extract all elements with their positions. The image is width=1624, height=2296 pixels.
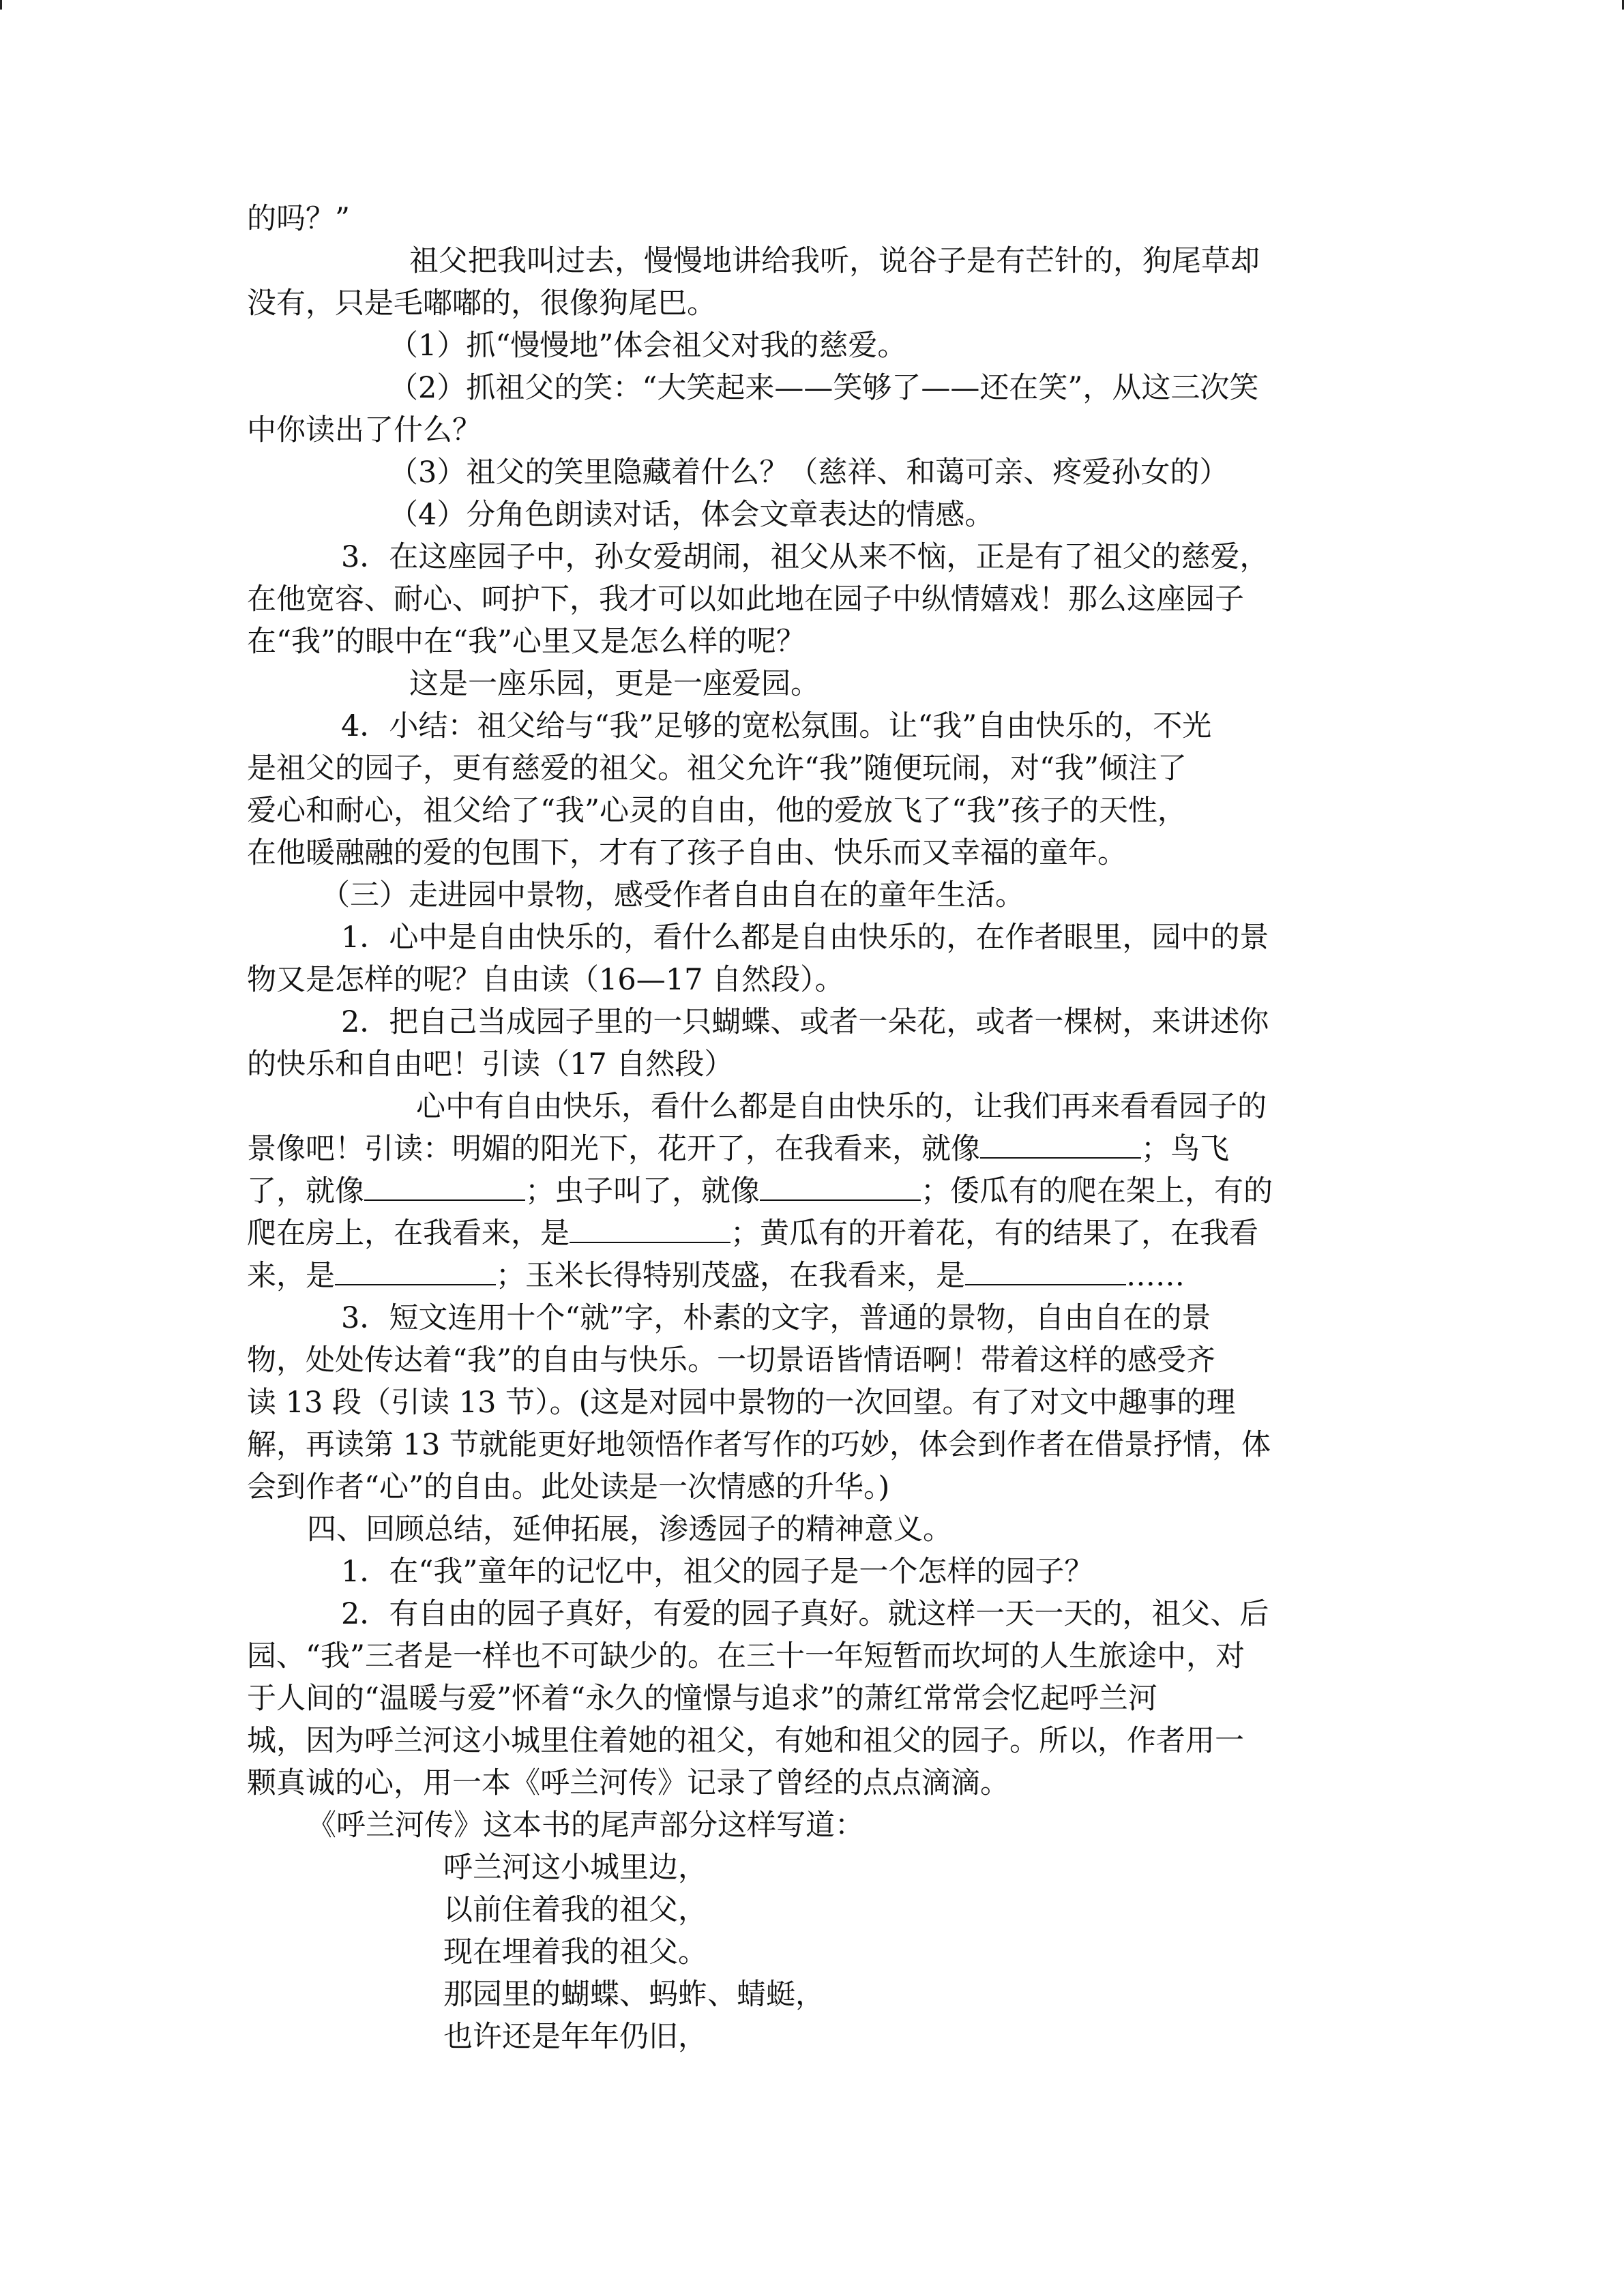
- text-line: 的快乐和自由吧！引读（17 自然段）: [247, 1047, 734, 1082]
- text-line: 的吗？”: [247, 202, 350, 236]
- poem-line: 以前住着我的祖父，: [443, 1893, 707, 1927]
- fill-text: 来，是: [247, 1259, 335, 1293]
- crop-mark-top-left: [0, 0, 2, 10]
- fill-text: 景像吧！引读：明媚的阳光下，花开了，在我看来，就像: [247, 1132, 980, 1166]
- text-line: 3．在这座园子中，孙女爱胡闹，祖父从来不恼，正是有了祖父的慈爱，: [341, 540, 1269, 574]
- fill-in-line: [247, 1170, 1273, 1212]
- poem-line: 也许还是年年仍旧，: [443, 2020, 707, 2054]
- fill-text: ；虫子叫了，就像: [525, 1174, 760, 1208]
- text-line: 会到作者“心”的自由。此处读是一次情感的升华。): [247, 1470, 890, 1504]
- fill-text: ；鸟飞: [1141, 1132, 1229, 1166]
- text-line: 4．小结：祖父给与“我”足够的宽松氛围。让“我”自由快乐的，不光: [341, 709, 1212, 743]
- poem-line: 呼兰河这小城里边，: [443, 1851, 707, 1885]
- text-line: 没有，只是毛嘟嘟的，很像狗尾巴。: [247, 286, 716, 320]
- text-line: 这是一座乐园，更是一座爱园。: [409, 667, 820, 701]
- text-line: 中你读出了什么？: [247, 413, 482, 447]
- text-line: 2．有自由的园子真好，有爱的园子真好。就这样一天一天的，祖父、后: [341, 1597, 1269, 1631]
- poem-line: 那园里的蝴蝶、蚂蚱、蜻蜓，: [443, 1978, 825, 2012]
- text-line: 城，因为呼兰河这小城里住着她的祖父，有她和祖父的园子。所以，作者用一: [247, 1724, 1244, 1758]
- section-heading: （三）走进园中景物，感受作者自由自在的童年生活。: [321, 878, 1024, 912]
- fill-text: 了，就像: [247, 1174, 364, 1208]
- text-line: 爱心和耐心，祖父给了“我”心灵的自由，他的爱放飞了“我”孩子的天性，: [247, 794, 1187, 828]
- answer-blank: [980, 1131, 1141, 1159]
- fill-text: ；倭瓜有的爬在架上，有的: [921, 1174, 1273, 1208]
- fill-text: ；黄瓜有的开着花，有的结果了，在我看: [730, 1217, 1258, 1251]
- fill-in-line: [247, 1255, 1185, 1297]
- text-line: 在“我”的眼中在“我”心里又是怎么样的呢？: [247, 625, 806, 659]
- fill-in-line: [247, 1212, 1258, 1255]
- text-line: 物又是怎样的呢？自由读（16—17 自然段）。: [247, 963, 844, 997]
- text-line: （3）祖父的笑里隐藏着什么？（慈祥、和蔼可亲、疼爱孙女的）: [389, 456, 1229, 490]
- text-line: 解，再读第 13 节就能更好地领悟作者写作的巧妙，体会到作者在借景抒情，体: [247, 1428, 1271, 1462]
- text-line: 在他暖融融的爱的包围下，才有了孩子自由、快乐而又幸福的童年。: [247, 836, 1127, 870]
- text-line: 2．把自己当成园子里的一只蝴蝶、或者一朵花，或者一棵树，来讲述你: [341, 1005, 1269, 1039]
- text-line: 1．心中是自由快乐的，看什么都是自由快乐的，在作者眼里，园中的景: [341, 921, 1269, 955]
- fill-text: 爬在房上，在我看来，是: [247, 1217, 570, 1251]
- answer-blank: [335, 1258, 496, 1285]
- text-line: 《呼兰河传》这本书的尾声部分这样写道：: [307, 1808, 864, 1843]
- fill-in-line: [247, 1128, 1229, 1170]
- text-line: （4）分角色朗读对话，体会文章表达的情感。: [389, 498, 994, 532]
- text-line: 在他宽容、耐心、呵护下，我才可以如此地在园子中纵情嬉戏！那么这座园子: [247, 582, 1244, 616]
- text-line: 是祖父的园子，更有慈爱的祖父。祖父允许“我”随便玩闹，对“我”倾注了: [247, 751, 1187, 786]
- fill-text: ；玉米长得特别茂盛，在我看来，是: [496, 1259, 965, 1293]
- answer-blank: [965, 1258, 1126, 1285]
- text-line: （2）抓祖父的笑：“大笑起来——笑够了——还在笑”，从这三次笑: [389, 371, 1259, 405]
- answer-blank: [570, 1216, 730, 1243]
- text-line: 读 13 段（引读 13 节）。(这是对园中景物的一次回望。有了对文中趣事的理: [247, 1386, 1236, 1420]
- text-line: 1．在“我”童年的记忆中，祖父的园子是一个怎样的园子？: [341, 1555, 1094, 1589]
- section-heading: 四、回顾总结，延伸拓展，渗透园子的精神意义。: [307, 1512, 952, 1547]
- text-line: 祖父把我叫过去，慢慢地讲给我听，说谷子是有芒针的，狗尾草却: [409, 244, 1260, 278]
- text-line: 园、“我”三者是一样也不可缺少的。在三十一年短暂而坎坷的人生旅途中，对: [247, 1639, 1245, 1673]
- fill-text: ……: [1126, 1259, 1185, 1293]
- text-line: 心中有自由快乐，看什么都是自由快乐的，让我们再来看看园子的: [416, 1090, 1267, 1124]
- text-line: 3．短文连用十个“就”字，朴素的文字，普通的景物，自由自在的景: [341, 1301, 1211, 1335]
- poem-line: 现在埋着我的祖父。: [443, 1935, 707, 1969]
- answer-blank: [760, 1174, 921, 1201]
- answer-blank: [364, 1174, 525, 1201]
- text-line: 于人间的“温暖与爱”怀着“永久的憧憬与追求”的萧红常常会忆起呼兰河: [247, 1682, 1157, 1716]
- text-line: 颗真诚的心，用一本《呼兰河传》记录了曾经的点点滴滴。: [247, 1766, 1009, 1800]
- text-line: （1）抓“慢慢地”体会祖父对我的慈爱。: [389, 329, 907, 363]
- text-line: 物，处处传达着“我”的自由与快乐。一切景语皆情语啊！带着这样的感受齐: [247, 1343, 1215, 1377]
